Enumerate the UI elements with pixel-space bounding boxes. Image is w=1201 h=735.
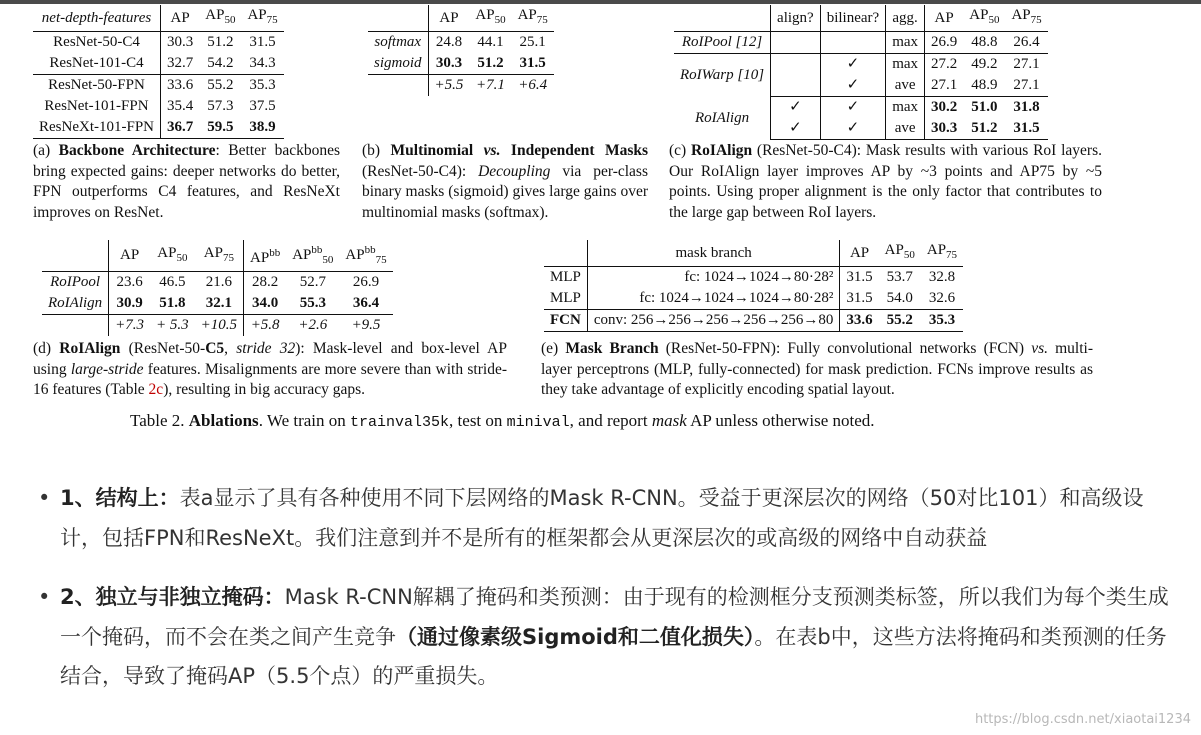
cell-ap75: 26.4 [1005,32,1047,54]
table-row [544,310,963,332]
cell-agg: max [886,32,925,54]
table-b-header-name [368,5,428,32]
cell-delta-apbb: +5.8 [250,317,280,333]
caption-a-text: : Better backbones bring expected gains: deeper networks do better, FPN outperforms C4 features, and ResNeXt improves on ResNet. [33,142,340,221]
table-row [674,97,1048,119]
cell-agg: ave [886,118,925,140]
table-b-header-ap: AP [428,5,469,32]
bullet-list [38,479,1178,717]
cell-ap50: 55.2 [879,310,921,332]
caption-c-text: (ResNet-50-C4): Mask results with various RoI layers. Our RoIAlign layer improves AP by ~3 points and AP75 by ~5 points. Using proper alignment is the only factor that contributes to the large gap between RoI layers. [669,142,1102,221]
table-c-header-ap: AP [925,5,964,32]
cell-ap: 30.2 [931,99,958,115]
table-a [33,5,284,139]
cell-bilinear [820,32,885,54]
table-d-header-apbb75: $AP^{bb}_{75}$ [339,240,392,272]
cell-ap: 27.2 [931,56,958,72]
cell-branch: fc: 1024→1024→1024→80·28² [587,288,840,310]
cell-apbb: 28.2 [252,274,279,290]
cell-ap75: 35.3 [921,310,963,332]
table-b [368,5,554,96]
table-e-header-ap50: $AP_{50}$ [879,240,921,267]
row-name: ResNeXt-101-FPN [33,117,161,139]
cell-ap75: 32.8 [928,269,956,285]
cell-ap50: 46.5 [159,274,186,290]
table-row [674,32,1048,54]
cell-align [771,75,821,97]
caption-b-title-2: Independent Masks [500,142,649,159]
caption-a-label: (a) [33,142,59,159]
table-row-delta [42,315,393,337]
table-row [33,96,284,117]
table-d-header-apbb50: $AP^{bb}_{50}$ [286,240,339,272]
table-c-header-agg: agg. [886,5,925,32]
cell-ap50: 54.2 [199,53,241,75]
cell-ap50: 57.3 [207,98,234,114]
cell-apbb50: 55.3 [286,293,339,315]
bullet-dot-icon: • [38,585,51,609]
table-a-header-name: net-depth-features [33,5,161,32]
cell-delta-ap75: +10.5 [195,315,244,337]
table-d-header-ap75: $AP_{75}$ [195,240,244,272]
cell-delta-ap50: + 5.3 [156,317,189,333]
table-title-mono-1: trainval35k [350,414,450,431]
cell-ap75: 38.9 [241,117,283,139]
cell-ap: 33.6 [167,77,194,93]
table-e-header-branch: mask branch [587,240,840,267]
row-name: softmax [368,32,428,54]
cell-ap75: 27.1 [1005,75,1047,97]
table-row [42,272,393,294]
cell-ap: 30.3 [167,34,194,50]
cell-ap50: 44.1 [477,34,504,50]
table-d-header-name [42,240,109,272]
row-name: ResNet-101-C4 [33,53,161,75]
row-name: ResNet-50-FPN [33,75,161,97]
table-title-text-1: . We train on [258,411,351,430]
caption-b-text-2: via per-class binary masks (sigmoid) gives large gains over multinomial masks (softmax). [362,162,648,221]
cell-ap75: 32.1 [195,293,244,315]
cell-ap: 30.9 [109,293,150,315]
cell-apbb75: 36.4 [339,293,392,315]
table-row [33,75,284,97]
caption-d-text-3: ): Mask-level and box-level AP using [33,340,507,378]
table-b-header-ap75: $AP_{75}$ [512,5,554,32]
cell-ap: 33.6 [840,310,879,332]
cell-ap75: 32.6 [928,290,956,306]
caption-d-title: RoIAlign [59,340,121,357]
table-row [368,53,554,75]
caption-d-c5: C5 [205,340,225,357]
table-e-header-name [544,240,587,267]
caption-d-text-1: (ResNet-50- [120,340,206,357]
row-name: ResNet-50-C4 [33,32,161,54]
cell-ap75: 35.3 [249,77,276,93]
bullet-1-text: 表a显示了具有各种使用不同下层网络的Mask R-CNN。受益于更深层次的网络（50对比101）和高级设计，包括FPN和ResNeXt。我们注意到并不是所有的框架都会从更深层次的或高级的网络中自动获益 [60,486,1144,550]
cell-agg: max [886,97,925,119]
table-e-header-ap75: $AP_{75}$ [921,240,963,267]
caption-b [362,141,648,223]
cell-bilinear: ✓ [820,75,885,97]
cell-ap: 36.7 [161,117,200,139]
cell-align: ✓ [771,97,821,119]
caption-d-large-stride: large-stride [70,360,144,378]
table-2-title [130,411,875,431]
caption-b-italic: Decoupling [478,162,551,180]
cell-ap: 31.5 [846,290,873,306]
table-d-header-apbb: $AP^{bb}$ [244,240,287,272]
cell-apbb75: 26.9 [352,274,380,290]
cell-branch: conv: 256→256→256→256→256→80 [587,310,840,332]
table-row [33,53,284,75]
row-name: RoIPool [42,272,109,294]
caption-c-title: RoIAlign [690,142,753,159]
table-title-italic: mask [651,411,687,430]
row-name: FCN [544,310,587,332]
cell-delta-ap75: +6.4 [518,77,548,93]
cell-agg: ave [886,75,925,97]
table-c-header-name [674,5,771,32]
caption-d-text-4: features. Misalignments are more severe than with stride-16 features (Table [33,360,507,398]
caption-d-stride: stride 32 [236,340,296,357]
row-name: RoIAlign [42,293,109,315]
table-c-header-bilinear: bilinear? [820,5,885,32]
row-name: MLP [544,267,587,289]
caption-b-title-1: Multinomial [390,142,484,159]
table-d-header-ap50: $AP_{50}$ [150,240,195,272]
caption-e-label: (e) [541,340,566,357]
table-e-header-ap: AP [840,240,879,267]
cell-branch: fc: 1024→1024→80·28² [587,267,840,289]
row-name: RoIAlign [674,97,771,140]
cell-ap50: 48.8 [963,32,1005,54]
cell-delta-ap: +7.3 [115,317,145,333]
cell-ap: 27.1 [925,75,964,97]
caption-c-label: (c) [669,142,691,159]
cell-ap75: 31.5 [1005,118,1047,140]
cell-ap75: 31.8 [1013,99,1040,115]
caption-d [33,339,507,401]
cell-ap50: 53.7 [886,269,913,285]
cell-ap: 24.8 [435,34,463,50]
cell-ap: 26.9 [925,32,964,54]
cell-align: ✓ [771,118,821,140]
table-row [674,54,1048,76]
caption-b-label: (b) [362,142,391,159]
cell-ap50: 59.5 [199,117,241,139]
cell-ap: 30.3 [428,53,469,75]
table-title-text-2: , test on [449,411,507,430]
table-c [674,5,1048,140]
table-row [42,293,393,315]
cell-delta-ap50: +7.1 [476,77,505,93]
bullet-dot-icon: • [38,486,51,510]
caption-a [33,141,340,223]
cell-ap50: 48.9 [963,75,1005,97]
cell-delta-apbb50: +2.6 [298,317,328,333]
cell-delta-apbb75: +9.5 [351,317,381,333]
cell-ap75: 34.3 [241,53,283,75]
list-item [38,578,1178,697]
caption-d-label: (d) [33,340,60,357]
cell-ap50: 51.2 [207,34,234,50]
cell-ap50: 51.8 [150,293,195,315]
caption-d-text-2: , [224,340,237,357]
table-a-header-ap: AP [161,5,200,32]
table-c-header-ap50: $AP_{50}$ [963,5,1005,32]
cell-delta-ap: +5.5 [434,77,464,93]
table-e [544,240,963,332]
table-c-header-ap75: $AP_{75}$ [1005,5,1047,32]
cell-bilinear: ✓ [820,54,885,76]
table-title-bold: Ablations [188,411,259,430]
cell-ap50: 51.2 [963,118,1005,140]
list-item [38,479,1178,558]
table-a-header-ap50: $AP_{50}$ [199,5,241,32]
table-a-header-ap75: $AP_{75}$ [241,5,283,32]
row-name: ResNet-101-FPN [33,96,161,117]
bullet-2-bold: 2、独立与非独立掩码： [60,585,285,609]
bullet-2-text-2: 。在表b中，这些方法将掩码和类预测的任务结合，导致了掩码AP（5.5个点）的严重损失。 [60,624,1167,688]
top-bar [0,0,1201,4]
row-name: RoIPool [12] [674,32,771,54]
table-row [33,32,284,54]
table-title-prefix: Table 2. [130,411,189,430]
caption-c [669,141,1102,223]
cell-ap75: 25.1 [519,34,546,50]
cell-ap75: 21.6 [195,272,244,294]
cell-ap: 23.6 [116,274,143,290]
caption-b-vs: vs. [483,142,501,159]
row-name: MLP [544,288,587,310]
cell-agg: max [886,54,925,76]
caption-d-text-5: ), resulting in big accuracy gaps. [163,381,366,398]
cell-align [771,32,821,54]
caption-a-title: Backbone Architecture [58,142,216,159]
table-row [368,32,554,54]
row-name [368,75,428,97]
table-b-header-ap50: $AP_{50}$ [469,5,511,32]
cell-bilinear: ✓ [820,97,885,119]
cell-ap50: 49.2 [971,56,998,72]
table-title-text-3: , and report [569,411,652,430]
table-row [544,288,963,310]
table-row-delta [368,75,554,97]
table-d [42,240,393,336]
cell-ap50: 51.0 [971,99,998,115]
table-row [544,267,963,289]
cell-ap75: 31.5 [249,34,276,50]
bullet-2-text: Mask R-CNN解耦了掩码和类预测：由于现有的检测框分支预测类标签，所以我们为每个类生成一个掩码，而不会在类之间产生竞争 [60,585,1169,649]
caption-e-text-1: (ResNet-50-FPN): Fully convolutional networks (FCN) [658,340,1032,357]
cell-ap: 35.4 [167,98,194,114]
cell-ap: 32.7 [161,53,200,75]
row-name: RoIWarp [10] [674,54,771,97]
cell-ap75: 31.5 [512,53,554,75]
table-title-text-4: AP unless otherwise noted. [686,411,875,430]
bullet-1-bold: 1、结构上： [60,486,180,510]
table-row [33,117,284,139]
cell-bilinear: ✓ [820,118,885,140]
cell-apbb: 34.0 [244,293,287,315]
row-name [42,315,109,337]
cell-ap75: 27.1 [1013,56,1040,72]
cell-ap50: 51.2 [469,53,511,75]
cell-ap: 31.5 [846,269,873,285]
cell-ap50: 55.2 [207,77,234,93]
caption-e-title: Mask Branch [565,340,659,357]
table-d-header-ap: AP [109,240,150,272]
table-c-header-align: align? [771,5,821,32]
cell-align [771,54,821,76]
caption-b-text-1: (ResNet-50-C4): [362,162,479,180]
caption-d-ref-link[interactable]: 2c [148,381,164,398]
table-title-mono-2: minival [506,414,570,431]
cell-ap75: 37.5 [249,98,276,114]
caption-e [541,339,1093,401]
cell-apbb50: 52.7 [299,274,326,290]
bullet-2-bold-2: （通过像素级Sigmoid和二值化损失） [396,624,755,649]
caption-e-text-2: multi-layer perceptrons (MLP, fully-connected) for mask prediction. FCNs improve results as they take advantage of explicitly encoding spatial layout. [541,340,1094,398]
cell-ap50: 54.0 [886,290,913,306]
watermark: https://blog.csdn.net/xiaotai1234 [974,712,1191,727]
cell-ap: 30.3 [925,118,964,140]
row-name: sigmoid [368,53,428,75]
caption-e-vs: vs. [1031,340,1048,357]
